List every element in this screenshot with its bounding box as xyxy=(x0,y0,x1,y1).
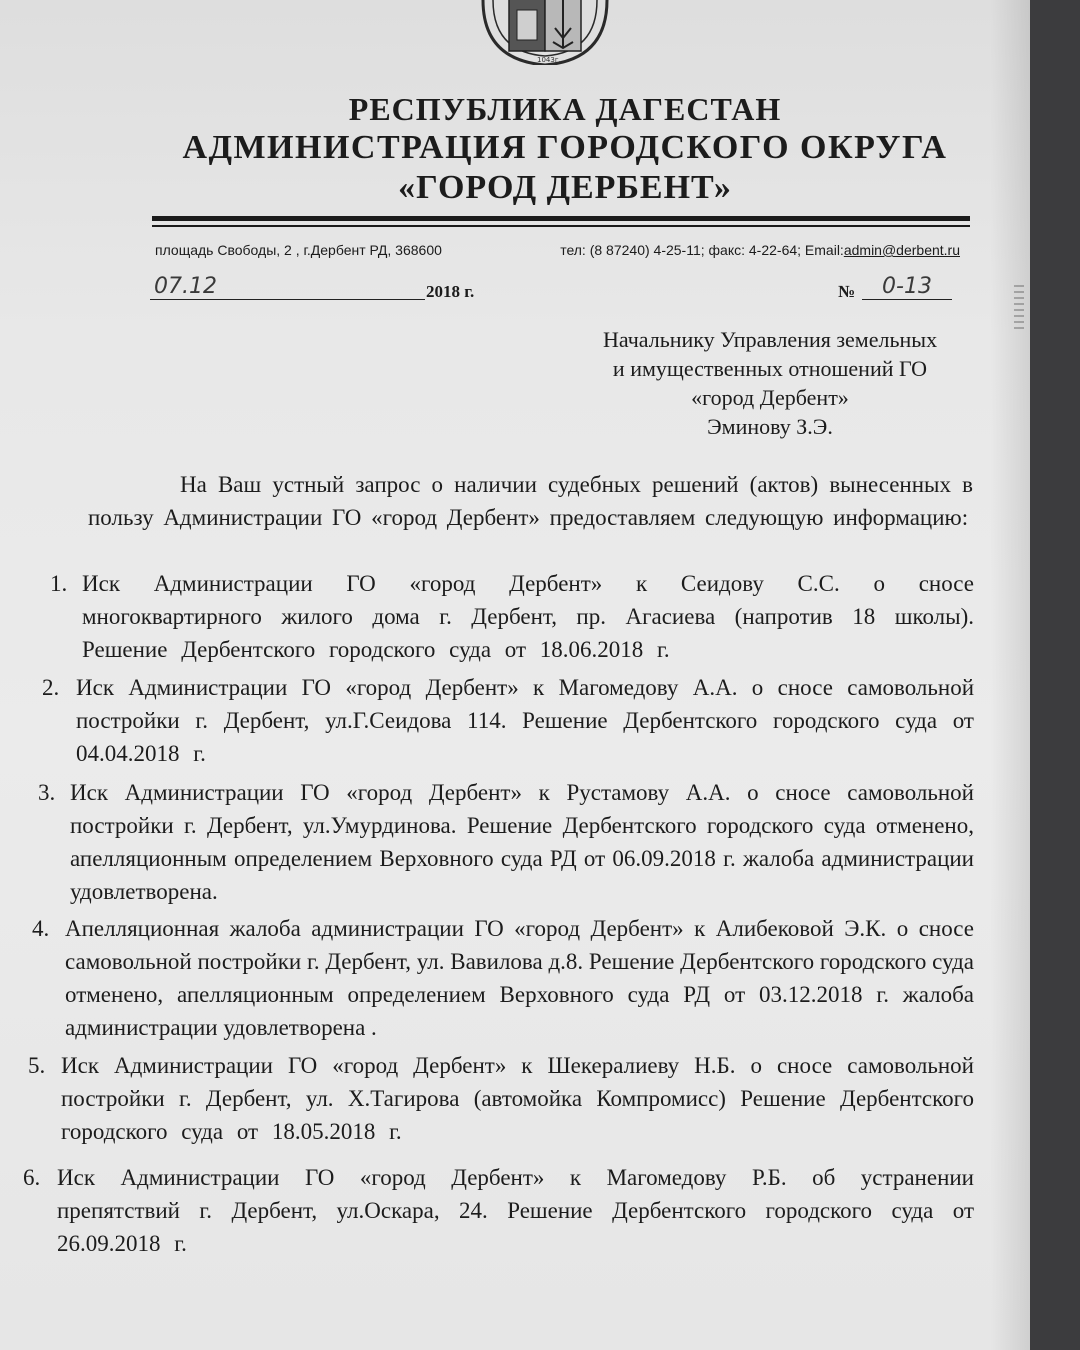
list-item xyxy=(42,671,974,770)
letterhead-city: «ГОРОД ДЕРБЕНТ» xyxy=(398,169,732,206)
list-item-number: 4. xyxy=(32,916,50,941)
list-item-text: Апелляционная жалоба администрации ГО «город Дербент» к Алибековой Э.К. о сносе самовольной постройки г. Дербент, ул. Вавилова д.8. Решение Дербентского городского суда отменено, апелляционным определением Верховного суда РД от 03.12.2018 г. жалоба администрации удовлетворена . xyxy=(65,916,974,1040)
intro-paragraph: На Ваш устный запрос о наличии судебных решений (актов) вынесенных в пользу Администрации ГО «город Дербент» предоставляем следующую информацию: xyxy=(88,472,973,530)
list-item-text: Иск Администрации ГО «город Дербент» к Сеидову С.С. о сносе многоквартирного жилого дома г. Дербент, пр. Агасиева (напротив 18 школы). Решение Дербентского городского суда от 18.06.2018 г. xyxy=(82,571,974,662)
addressee-line-1: Начальнику Управления земельных xyxy=(602,327,938,352)
phone-fax: тел: (8 87240) 4-25-11; факс: 4-22-64; Email: xyxy=(560,242,844,258)
list-item-text: Иск Администрации ГО «город Дербент» к Магомедову А.А. о сносе самовольной постройки г. Дербент, ул.Г.Сеидова 114. Решение Дербентского городского суда от 04.04.2018 г. xyxy=(76,675,974,766)
list-item xyxy=(28,1049,974,1148)
addressee-line-4: Эминову З.Э. xyxy=(707,414,833,439)
date-year: 2018 г. xyxy=(426,282,475,301)
list-item xyxy=(23,1161,974,1260)
list-item-text: Иск Администрации ГО «город Дербент» к Магомедову Р.Б. об устранении препятствий г. Дербент, ул.Оскара, 24. Решение Дербентского городского суда от 26.09.2018 г. xyxy=(57,1165,974,1256)
number-label: № xyxy=(838,282,856,301)
list-item xyxy=(32,912,974,1044)
handwritten-number: 0-13 xyxy=(862,274,952,300)
list-item xyxy=(50,567,974,666)
email-link[interactable]: admin@derbent.ru xyxy=(843,242,960,258)
list-item-text: Иск Администрации ГО «город Дербент» к Шекералиеву Н.Б. о сносе самовольной постройки г. Дербент, ул. Х.Тагирова (автомойка Компромисс) Решение Дербентского городского суда от 18.05.2018 г. xyxy=(61,1053,974,1144)
list-item-text: Иск Администрации ГО «город Дербент» к Рустамову А.А. о сносе самовольной постройки г. Дербент, ул.Умурдинова. Решение Дербентского городского суда отменено, апелляционным определением Верховного суда РД от 06.09.2018 г. жалоба администрации удовлетворена. xyxy=(70,780,974,904)
list-item-number: 2. xyxy=(42,675,60,700)
list-item-number: 6. xyxy=(23,1165,41,1190)
list-item-number: 5. xyxy=(28,1053,46,1078)
list-item xyxy=(38,776,974,908)
handwritten-date: 07.12 xyxy=(150,274,277,300)
addressee-line-3: «город Дербент» xyxy=(691,385,849,410)
letterhead-republic: РЕСПУБЛИКА ДАГЕСТАН xyxy=(348,91,782,127)
addressee-line-2: и имущественных отношений ГО xyxy=(612,356,928,381)
list-item-number: 1. xyxy=(50,571,68,596)
list-item-number: 3. xyxy=(38,780,56,805)
svg-text:1043г.: 1043г. xyxy=(537,56,561,64)
postal-address: площадь Свободы, 2 , г.Дербент РД, 368600 xyxy=(155,242,442,258)
letterhead-administration: АДМИНИСТРАЦИЯ ГОРОДСКОГО ОКРУГА xyxy=(182,129,948,166)
paper-edge-marks xyxy=(1014,285,1024,330)
